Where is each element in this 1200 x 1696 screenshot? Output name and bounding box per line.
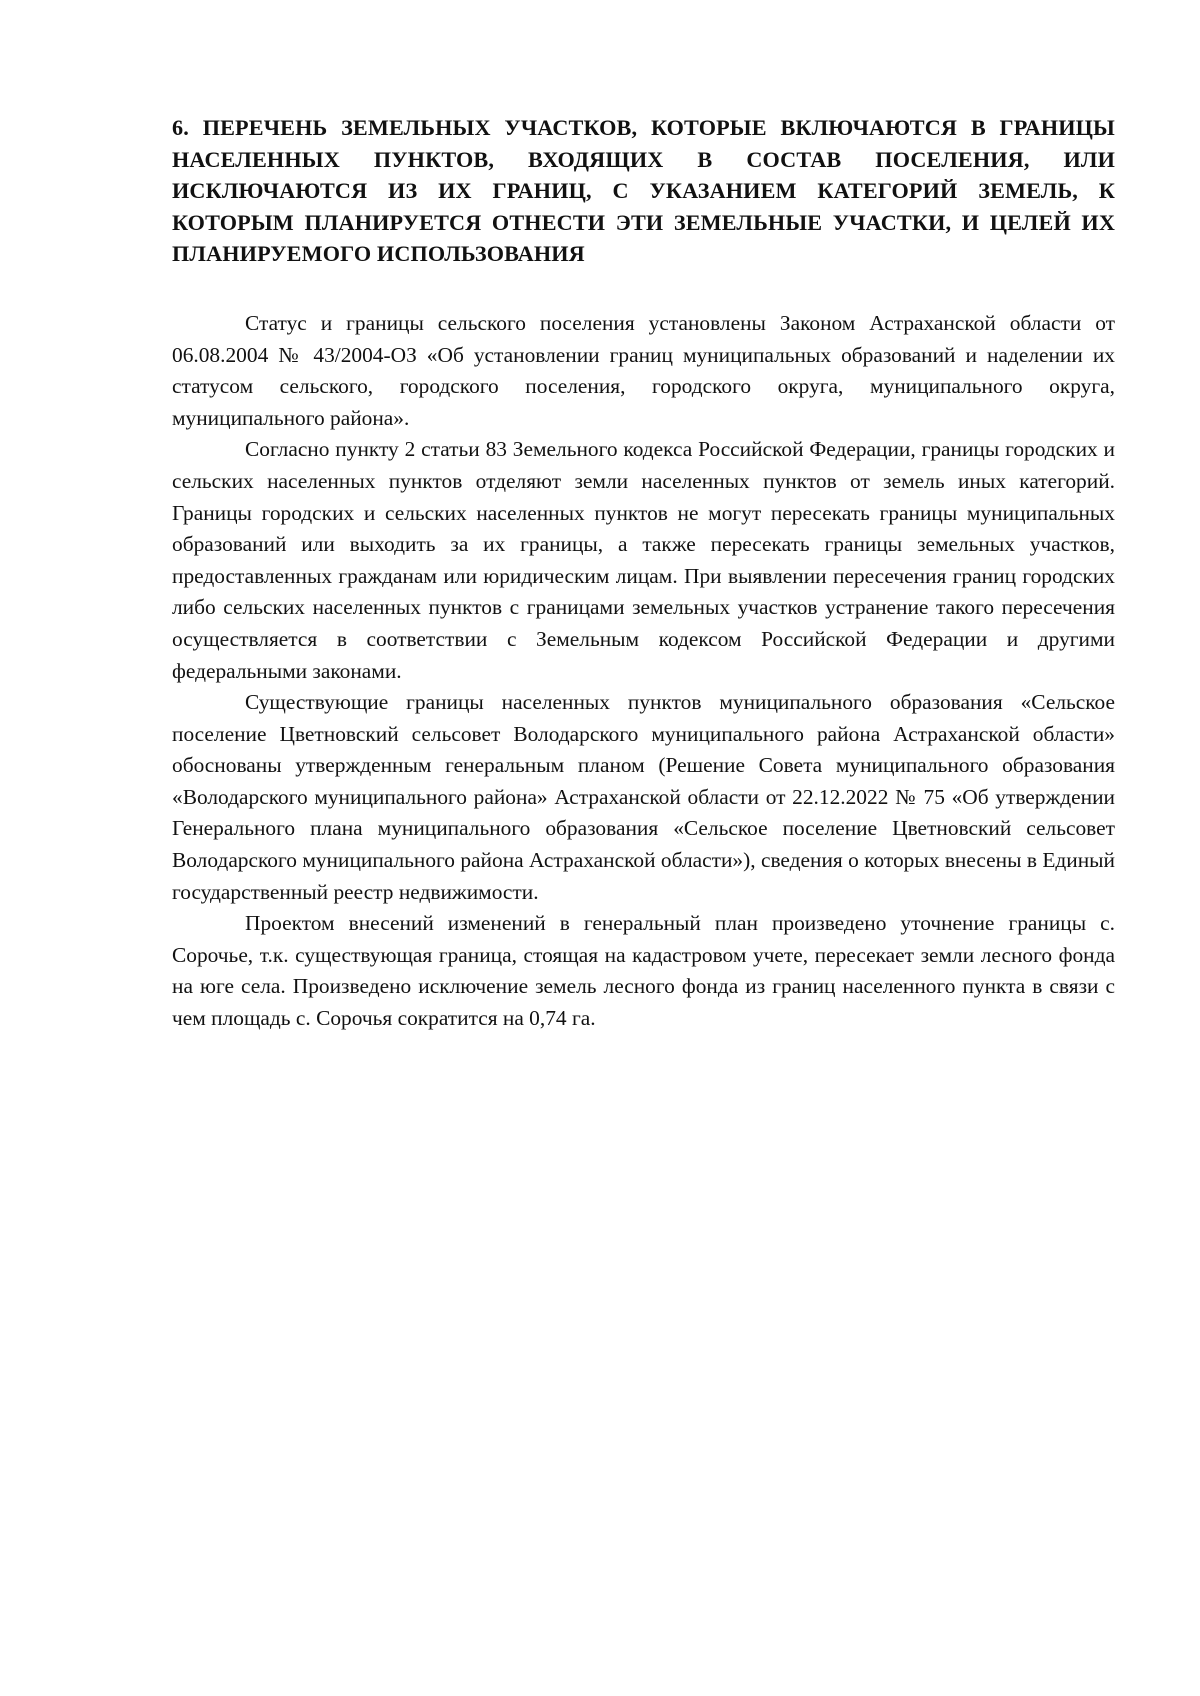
paragraph-land-code-boundaries: Согласно пункту 2 статьи 83 Земельного кодекса Российской Федерации, границы городских и сельских населенных пунктов отделяют земли населенных пунктов от земель иных категорий. Границы городских и сельских населенных пунктов не могут пересекать границы муниципальных образований или выходить за их границы, а также пересекать границы земельных участков, предоставленных гражданам или юридическим лицам. При выявлении пересечения границ городских либо сельских населенных пунктов с границами земельных участков устранение такого пересечения осуществляется в соответствии с Земельным кодексом Российской Федерации и другими федеральными законами.: [172, 437, 1115, 683]
document-content: [172, 112, 1115, 1035]
paragraph-settlement-status: Статус и границы сельского поселения установлены Законом Астраханской области от 06.08.2004 № 43/2004-ОЗ «Об установлении границ муниципальных образований и наделении их статусом сельского, городского поселения, городского округа, муниципального округа, муниципального района».: [172, 310, 1115, 430]
paragraph-boundary-change: Проектом внесений изменений в генеральный план произведено уточнение границы с. Сорочье, т.к. существующая граница, стоящая на кадастровом учете, пересекает земли лесного фонда на юге села. Произведено исключение земель лесного фонда из границ населенного пункта в связи с чем площадь с. Сорочья сократится на 0,74 га.: [172, 911, 1115, 1031]
section-heading: 6. ПЕРЕЧЕНЬ ЗЕМЕЛЬНЫХ УЧАСТКОВ, КОТОРЫЕ ВКЛЮЧАЮТСЯ В ГРАНИЦЫ НАСЕЛЕННЫХ ПУНКТОВ, ВХОДЯЩИХ В СОСТАВ ПОСЕЛЕНИЯ, ИЛИ ИСКЛЮЧАЮТСЯ ИЗ ИХ ГРАНИЦ, С УКАЗАНИЕМ КАТЕГОРИЙ ЗЕМЕЛЬ, К КОТОРЫМ ПЛАНИРУЕТСЯ ОТНЕСТИ ЭТИ ЗЕМЕЛЬНЫЕ УЧАСТКИ, И ЦЕЛЕЙ ИХ ПЛАНИРУЕМОГО ИСПОЛЬЗОВАНИЯ: [172, 115, 1115, 267]
paragraph-existing-boundaries: Существующие границы населенных пунктов муниципального образования «Сельское поселение Цветновский сельсовет Володарского муниципального района Астраханской области» обоснованы утвержденным генеральным планом (Решение Совета муниципального образования «Володарского муниципального района» Астраханской области от 22.12.2022 № 75 «Об утверждении Генерального плана муниципального образования «Сельское поселение Цветновский сельсовет Володарского муниципального района Астраханской области»), сведения о которых внесены в Единый государственный реестр недвижимости.: [172, 690, 1115, 904]
